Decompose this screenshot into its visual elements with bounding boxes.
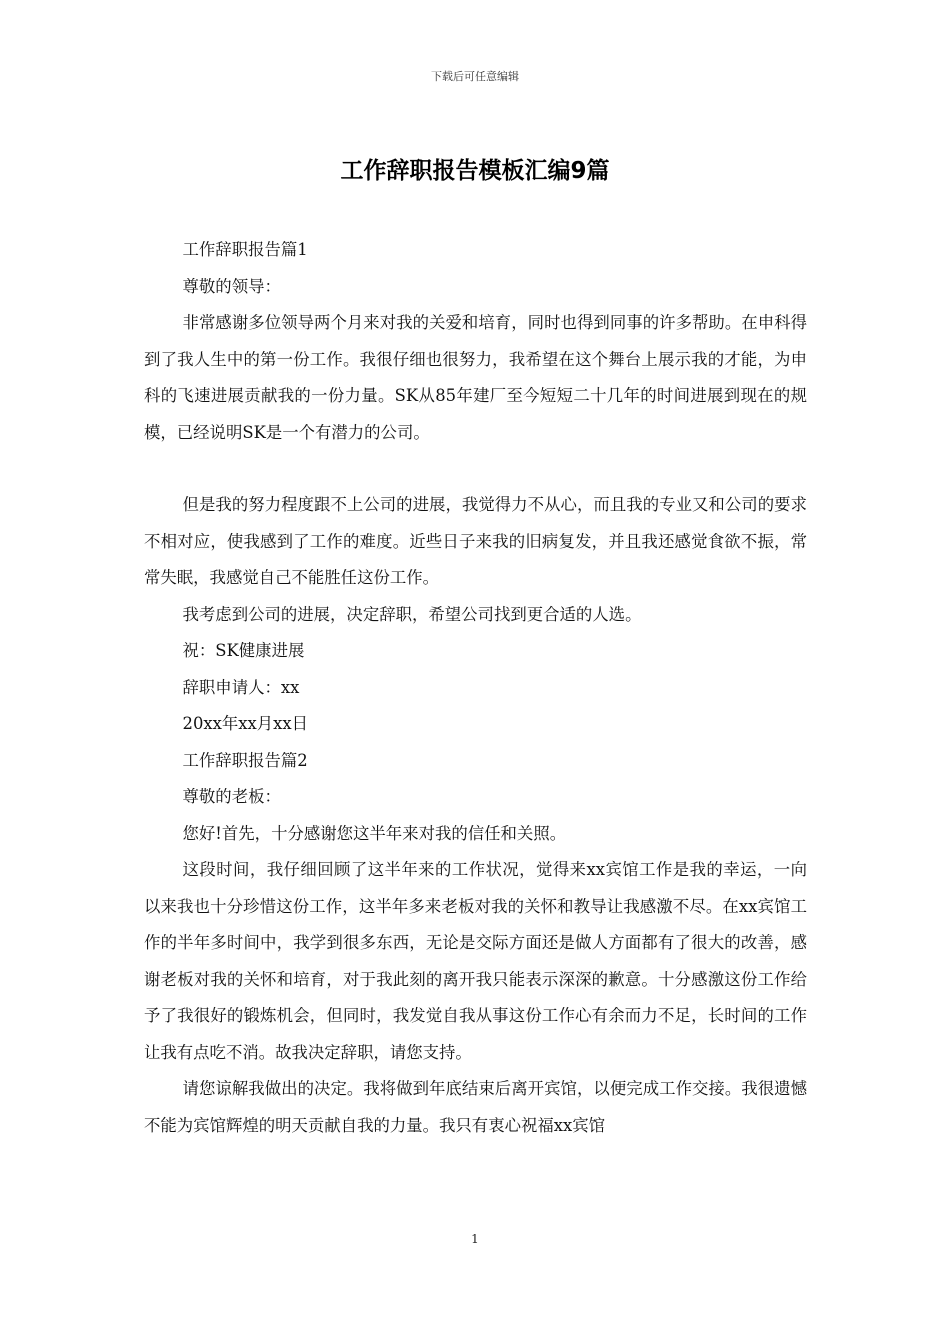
section-heading-2: 工作辞职报告篇2: [182, 750, 308, 770]
date-line: 20xx年xx月xx日: [182, 714, 309, 733]
page-header: 下载后可任意编辑: [431, 70, 519, 83]
closing-wish: 祝：SK健康进展: [182, 641, 305, 660]
page-number: 1: [471, 1232, 479, 1246]
body-paragraph: 非常感谢多位领导两个月来对我的关爱和培育，同时也得到同事的许多帮助。在申科得到了我人生中的第一份工作。我很仔细也很努力，我希望在这个舞台上展示我的才能，为申科的飞速进展贡献我的一份力量。SK从85年建厂至今短短二十几年的时间进展到现在的规模，已经说明SK是一个有潜力的公司。: [144, 313, 807, 442]
body-paragraph: 这段时间，我仔细回顾了这半年来的工作状况，觉得来xx宾馆工作是我的幸运，一向以来我也十分珍惜这份工作，这半年多来老板对我的关怀和教导让我感激不尽。在xx宾馆工作的半年多时间中，我学到很多东西，无论是交际方面还是做人方面都有了很大的改善，感谢老板对我的关怀和培育，对于我此刻的离开我只能表示深深的歉意。十分感激这份工作给予了我很好的锻炼机会，但同时，我发觉自我从事这份工作心有余而力不足，长时间的工作让我有点吃不消。故我决定辞职，请您支持。: [144, 860, 807, 1062]
body-paragraph: 您好!首先，十分感谢您这半年来对我的信任和关照。: [182, 823, 567, 843]
body-paragraph: 但是我的努力程度跟不上公司的进展，我觉得力不从心，而且我的专业又和公司的要求不相对应，使我感到了工作的难度。近些日子来我的旧病复发，并且我还感觉食欲不振，常常失眠，我感觉自己不能胜任这份工作。: [144, 495, 807, 587]
signature-line: 辞职申请人：xx: [182, 677, 300, 697]
body-paragraph: 我考虑到公司的进展，决定辞职，希望公司找到更合适的人选。: [182, 604, 642, 624]
section-heading-1: 工作辞职报告篇1: [182, 240, 308, 259]
document-body: [144, 232, 807, 1144]
salutation-1: 尊敬的领导：: [182, 276, 281, 296]
document-title: 工作辞职报告模板汇编9篇: [340, 158, 610, 184]
salutation-2: 尊敬的老板：: [182, 787, 281, 806]
body-paragraph: 请您谅解我做出的决定。我将做到年底结束后离开宾馆，以便完成工作交接。我很遗憾不能为宾馆辉煌的明天贡献自我的力量。我只有衷心祝福xx宾馆: [144, 1079, 807, 1135]
